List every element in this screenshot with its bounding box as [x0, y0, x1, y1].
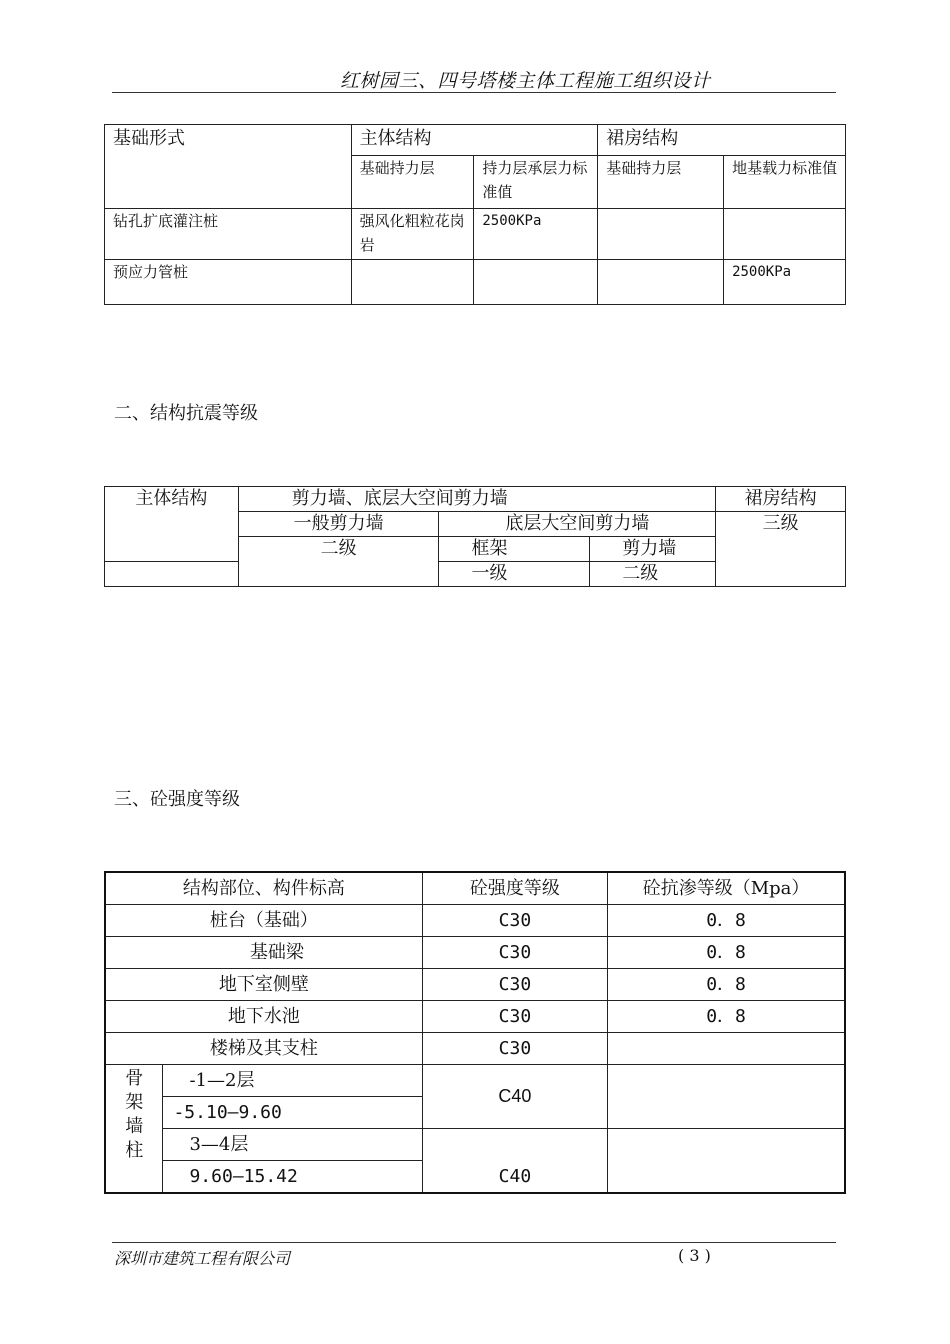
seismic-main-structure-cell: 主体结构	[105, 487, 239, 562]
seismic-podium-header: 裙房结构	[716, 487, 846, 512]
part-cell: 桩台（基础）	[105, 905, 422, 937]
seepage-cell: 0．8	[608, 905, 845, 937]
main-bearing-layer-header: 基础持力层	[351, 156, 474, 209]
part-cell: 地下室侧壁	[105, 969, 422, 1001]
seepage-cell	[608, 1033, 845, 1065]
grade-cell: C40	[422, 1065, 607, 1129]
grade-cell: C30	[422, 937, 607, 969]
section-heading-seismic: 二、结构抗震等级	[114, 403, 258, 424]
table-row	[105, 1033, 845, 1065]
main-value-cell: 2500KPa	[474, 209, 598, 260]
part-cell: 地下水池	[105, 1001, 422, 1033]
table-row	[105, 937, 845, 969]
frame-header-cell: 框架	[439, 537, 590, 562]
foundation-type-cell: 预应力管桩	[105, 260, 352, 305]
grade-cell: C30	[422, 1033, 607, 1065]
elevation-cell: 9.60—15.42	[163, 1161, 422, 1194]
seepage-cell: 0．8	[608, 1001, 845, 1033]
foundation-table	[104, 124, 846, 305]
grade-cell: C30	[422, 969, 607, 1001]
podium-structure-header: 裙房结构	[598, 125, 846, 156]
shear-wall-header-cell: 剪力墙	[590, 537, 716, 562]
seepage-cell: 0．8	[608, 937, 845, 969]
bottom-space-shear-wall-cell: 底层大空间剪力墙	[439, 512, 716, 537]
table-row	[105, 1001, 845, 1033]
seismic-grade-table	[104, 486, 846, 587]
foundation-type-header: 基础形式	[105, 125, 352, 209]
podium-value-cell: 2500KPa	[724, 260, 846, 305]
podium-layer-cell	[598, 209, 724, 260]
skeleton-wall-column-label: 骨架墙柱	[105, 1065, 163, 1194]
foundation-type-cell: 钻孔扩底灌注桩	[105, 209, 352, 260]
general-shear-wall-cell: 一般剪力墙	[238, 512, 439, 537]
document-header-title: 红树园三、四号塔楼主体工程施工组织设计	[340, 70, 711, 92]
podium-bearing-layer-header: 基础持力层	[598, 156, 724, 209]
table-row	[105, 1065, 845, 1097]
seepage-cell: 0．8	[608, 969, 845, 1001]
grade-cell: C30	[422, 905, 607, 937]
grade-cell: C40	[422, 1129, 607, 1194]
frame-grade-cell: 一级	[439, 562, 590, 587]
podium-bearing-value-header: 地基载力标准值	[724, 156, 846, 209]
seismic-wall-types-cell: 剪力墙、底层大空间剪力墙	[238, 487, 715, 512]
column-header: 砼强度等级	[422, 872, 607, 905]
seepage-cell	[608, 1065, 845, 1129]
podium-grade-cell: 三级	[716, 512, 846, 587]
part-cell: 基础梁	[105, 937, 422, 969]
general-wall-grade-cell: 二级	[238, 537, 439, 587]
table-row	[105, 969, 845, 1001]
page-number: ( 3 )	[678, 1246, 711, 1265]
main-layer-cell: 强风化粗粒花岗岩	[351, 209, 474, 260]
floors-cell: 3—4层	[163, 1129, 422, 1161]
main-layer-cell	[351, 260, 474, 305]
main-bearing-value-header: 持力层承层力标准值	[474, 156, 598, 209]
column-header: 砼抗渗等级（Mpa）	[608, 872, 845, 905]
column-header: 结构部位、构件标高	[105, 872, 422, 905]
table-row	[105, 209, 846, 260]
table-row	[105, 905, 845, 937]
elevation-cell: -5.10—9.60	[163, 1097, 422, 1129]
seepage-cell	[608, 1129, 845, 1194]
footer-rule	[112, 1242, 836, 1243]
header-rule	[112, 92, 836, 93]
section-heading-concrete: 三、砼强度等级	[114, 789, 240, 810]
table-row	[105, 260, 846, 305]
table-row	[105, 1129, 845, 1161]
footer-company-name: 深圳市建筑工程有限公司	[114, 1249, 291, 1268]
shear-wall-grade-cell: 二级	[590, 562, 716, 587]
part-cell: 楼梯及其支柱	[105, 1033, 422, 1065]
main-value-cell	[474, 260, 598, 305]
main-structure-header: 主体结构	[351, 125, 598, 156]
grade-cell: C30	[422, 1001, 607, 1033]
empty-cell	[105, 562, 239, 587]
podium-layer-cell	[598, 260, 724, 305]
floors-cell: -1—2层	[163, 1065, 422, 1097]
concrete-grade-table	[104, 871, 846, 1194]
podium-value-cell	[724, 209, 846, 260]
